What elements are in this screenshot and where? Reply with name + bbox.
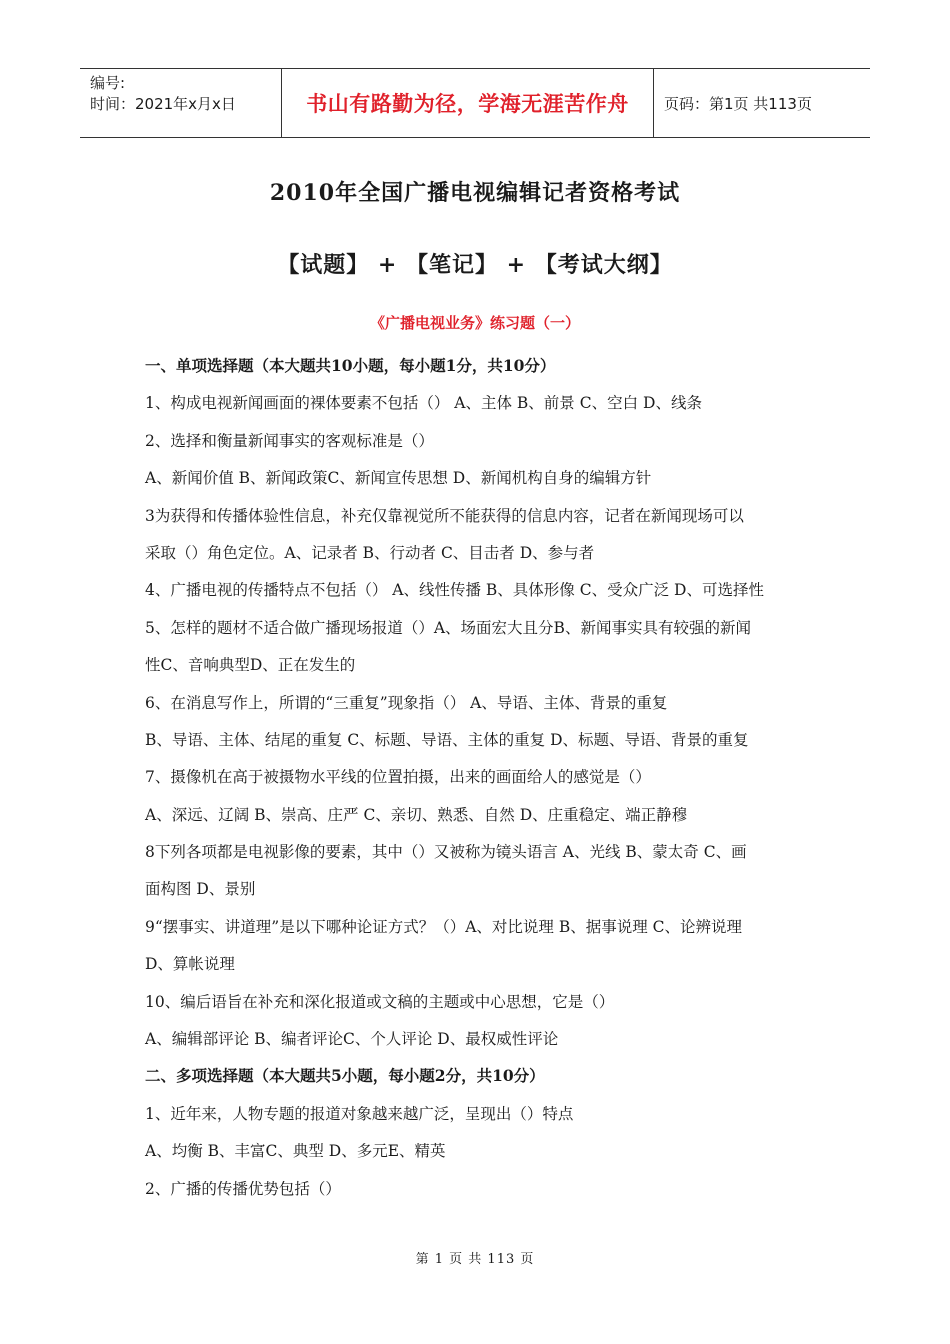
document-subtitle: 【试题】 + 【笔记】 + 【考试大纲】: [277, 252, 673, 278]
text-line: 9“摆事实、讲道理”是以下哪种论证方式？（）A、对比说理 B、据事说理 C、论辨说理: [145, 917, 743, 936]
page-footer: 第 1 页 共 113 页: [415, 1252, 535, 1267]
header-meta-cell: [80, 69, 282, 137]
page-number-label: 页码：第1页 共113页: [664, 94, 812, 113]
text-line: A、编辑部评论 B、编者评论C、个人评论 D、最权威性评论: [145, 1030, 559, 1049]
text-line: 8下列各项都是电视影像的要素，其中（）又被称为镜头语言 A、光线 B、蒙太奇 C、画: [145, 843, 747, 862]
text-line: A、深远、辽阔 B、崇高、庄严 C、亲切、熟悉、自然 D、庄重稳定、端正静穆: [145, 805, 688, 824]
text-line: 6、在消息写作上，所谓的“三重复”现象指（） A、导语、主体、背景的重复: [145, 693, 668, 712]
text-line: 1、构成电视新闻画面的裸体要素不包括（） A、主体 B、前景 C、空白 D、线条: [145, 394, 702, 413]
text-line: 性C、音响典型D、正在发生的: [145, 656, 356, 675]
text-line: A、新闻价值 B、新闻政策C、新闻宣传思想 D、新闻机构自身的编辑方针: [145, 469, 652, 488]
motto-cell: [282, 69, 654, 137]
text-line: 2、选择和衡量新闻事实的客观标准是（）: [145, 431, 434, 450]
text-line: 面构图 D、景别: [145, 880, 256, 899]
document-title: 2010年全国广播电视编辑记者资格考试: [269, 180, 681, 206]
text-line: B、导语、主体、结尾的重复 C、标题、导语、主体的重复 D、标题、导语、背景的重复: [145, 730, 749, 749]
section-title: 《广播电视业务》练习题（一）: [369, 314, 580, 332]
header-table: [80, 68, 870, 138]
section-heading-single-choice: 一、单项选择题（本大题共10小题，每小题1分，共10分）: [145, 356, 556, 375]
text-line: 采取（）角色定位。A、记录者 B、行动者 C、目击者 D、参与者: [145, 543, 595, 562]
question-content: [145, 352, 825, 1212]
text-line: 2、广播的传播优势包括（）: [145, 1179, 341, 1198]
text-line: 1、近年来，人物专题的报道对象越来越广泛，呈现出（）特点: [145, 1104, 574, 1123]
text-line: 3为获得和传播体验性信息，补充仅靠视觉所不能获得的信息内容，记者在新闻现场可以: [145, 506, 744, 525]
section-heading-multi-choice: 二、多项选择题（本大题共5小题，每小题2分，共10分）: [145, 1066, 545, 1086]
text-line: 5、怎样的题材不适合做广播现场报道（）A、场面宏大且分B、新闻事实具有较强的新闻: [145, 618, 751, 637]
page-number-cell: [654, 69, 870, 137]
text-line: A、均衡 B、丰富C、典型 D、多元E、精英: [145, 1142, 446, 1161]
text-line: 4、广播电视的传播特点不包括（） A、线性传播 B、具体形像 C、受众广泛 D、可选择性: [145, 581, 764, 600]
text-line: 10、编后语旨在补充和深化报道或文稿的主题或中心思想，它是（）: [145, 992, 615, 1011]
motto-text: 书山有路勤为径，学海无涯苦作舟: [306, 92, 629, 116]
time-label: 时间：2021年x月x日: [90, 95, 236, 113]
text-line: 7、摄像机在高于被摄物水平线的位置拍摄，出来的画面给人的感觉是（）: [145, 768, 651, 787]
text-line: D、算帐说理: [145, 955, 235, 974]
number-label: 编号:: [90, 74, 126, 92]
